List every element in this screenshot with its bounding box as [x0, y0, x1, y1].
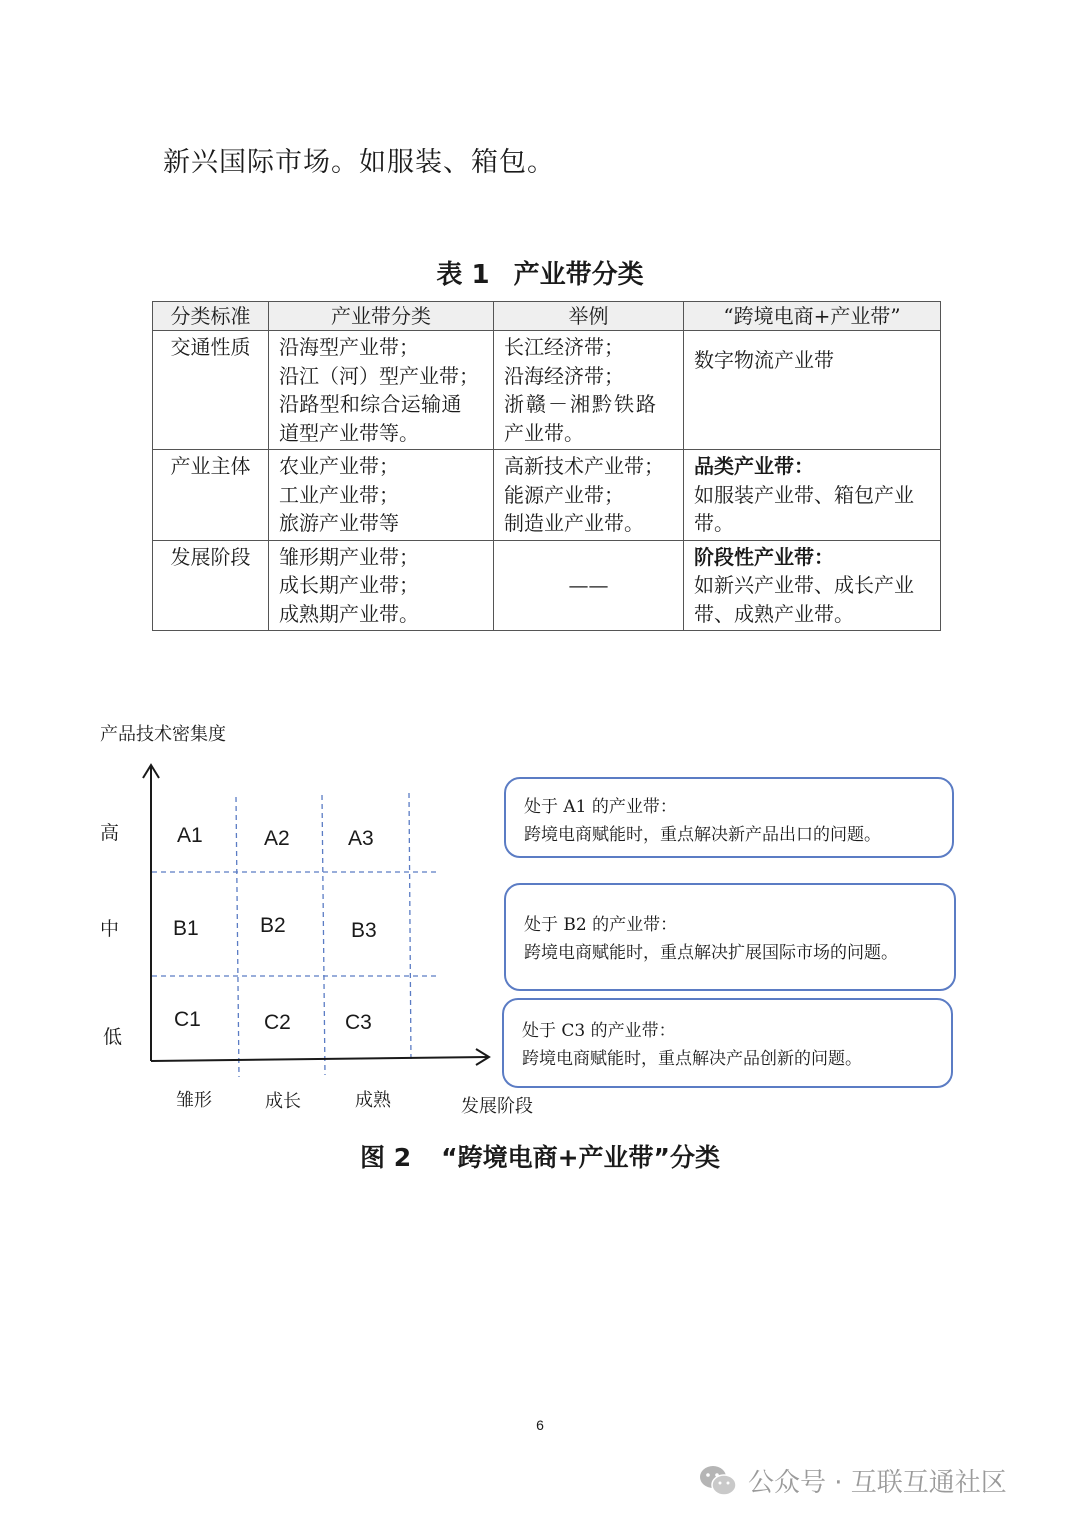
y-level-low: 低 — [103, 1026, 123, 1048]
list-item: 沿海经济带； — [504, 363, 624, 388]
note-box-c3 — [502, 998, 953, 1088]
list-item: 工业产业带； — [279, 482, 399, 507]
y-axis-label: 产品技术密集度 — [100, 724, 226, 745]
figure-caption-number: 图 2 — [360, 1143, 412, 1172]
cell-b2: B2 — [260, 914, 286, 937]
grid-vline-2 — [322, 795, 325, 1075]
row-types — [269, 450, 494, 541]
table-row — [153, 540, 941, 631]
list-item: 成长期产业带； — [279, 573, 419, 597]
header-criterion: 分类标准 — [153, 302, 269, 331]
header-types: 产业带分类 — [269, 302, 494, 331]
list-item: 如服装产业带、箱包产业 — [694, 482, 914, 507]
cell-a2: A2 — [264, 827, 290, 850]
x-stage-mature: 成熟 — [355, 1090, 391, 1111]
row-criterion: 发展阶段 — [153, 540, 269, 631]
row-cbec — [684, 540, 941, 631]
table-row — [153, 331, 941, 450]
wechat-icon — [698, 1464, 738, 1498]
note-title: 处于 B2 的产业带： — [524, 915, 678, 935]
row-examples-empty: —— — [494, 540, 684, 631]
list-item: 带。 — [694, 511, 734, 535]
y-level-mid: 中 — [100, 918, 120, 940]
figure-caption — [0, 1138, 1080, 1174]
watermark-text: 公众号 · 互联互通社区 — [748, 1468, 1007, 1498]
list-item: 沿江（河）型产业带； — [279, 363, 479, 388]
row-examples — [494, 450, 684, 541]
table-header-row — [153, 302, 941, 331]
list-item: 旅游产业带等 — [279, 511, 399, 535]
classification-table — [152, 301, 941, 631]
y-axis-arrow — [143, 765, 159, 778]
note-text: 跨境电商赋能时，重点解决新产品出口的问题。 — [524, 825, 881, 845]
intro-paragraph: 新兴国际市场。如服装、箱包。 — [163, 147, 555, 178]
table-caption-title: 产业带分类 — [513, 260, 644, 290]
cbec-title: 阶段性产业带： — [694, 544, 834, 569]
note-text: 跨境电商赋能时，重点解决扩展国际市场的问题。 — [524, 943, 898, 963]
x-axis — [151, 1057, 488, 1061]
list-item: 如新兴产业带、成长产业 — [694, 573, 914, 597]
list-item: 制造业产业带。 — [504, 511, 644, 535]
table-caption-number: 表 1 — [436, 260, 490, 290]
cell-c1: C1 — [174, 1008, 201, 1031]
x-stage-embryonic: 雏形 — [176, 1090, 212, 1111]
cell-b3: B3 — [351, 919, 377, 942]
list-item: 能源产业带； — [504, 482, 624, 507]
list-item: 产业带。 — [504, 420, 584, 445]
grid-vline-3 — [409, 793, 411, 1062]
cell-c3: C3 — [345, 1011, 372, 1034]
list-item: 带、成熟产业带。 — [694, 601, 854, 626]
table-row — [153, 450, 941, 541]
row-criterion: 交通性质 — [153, 331, 269, 450]
x-axis-label: 发展阶段 — [461, 1096, 533, 1117]
x-stage-growth: 成长 — [265, 1091, 301, 1112]
table-caption — [0, 254, 1080, 291]
list-item: 道型产业带等。 — [279, 420, 419, 445]
cbec-title: 品类产业带： — [694, 454, 814, 478]
note-title: 处于 A1 的产业带： — [524, 797, 677, 817]
cell-c2: C2 — [264, 1011, 291, 1034]
header-examples: 举例 — [494, 302, 684, 331]
grid-vline-1 — [236, 797, 239, 1077]
x-axis-arrow — [476, 1049, 489, 1065]
note-title: 处于 C3 的产业带： — [522, 1021, 676, 1041]
row-cbec — [684, 450, 941, 541]
row-examples — [494, 331, 684, 450]
header-cbec: “跨境电商+产业带” — [684, 302, 941, 331]
cell-a3: A3 — [348, 827, 374, 850]
cell-b1: B1 — [173, 917, 199, 940]
watermark — [698, 1462, 1007, 1499]
row-types — [269, 331, 494, 450]
list-item: 长江经济带； — [504, 335, 624, 359]
row-types — [269, 540, 494, 631]
page-number: 6 — [536, 1417, 544, 1433]
list-item: 雏形期产业带； — [279, 544, 419, 569]
list-item: 成熟期产业带。 — [279, 601, 419, 626]
note-text: 跨境电商赋能时，重点解决产品创新的问题。 — [522, 1049, 862, 1069]
row-cbec — [684, 331, 941, 450]
list-item: 数字物流产业带 — [694, 348, 834, 372]
list-item: 浙赣－湘黔铁路 — [504, 392, 658, 416]
list-item: 沿路型和综合运输通 — [279, 392, 462, 416]
list-item: 沿海型产业带； — [279, 335, 419, 359]
list-item: 高新技术产业带； — [504, 454, 664, 478]
cell-a1: A1 — [177, 824, 203, 847]
list-item: 农业产业带； — [279, 454, 399, 478]
note-box-a1 — [504, 777, 954, 858]
y-level-high: 高 — [100, 822, 120, 844]
figure-caption-title: “跨境电商+产业带”分类 — [441, 1143, 720, 1172]
row-criterion: 产业主体 — [153, 450, 269, 541]
note-box-b2 — [504, 883, 956, 991]
